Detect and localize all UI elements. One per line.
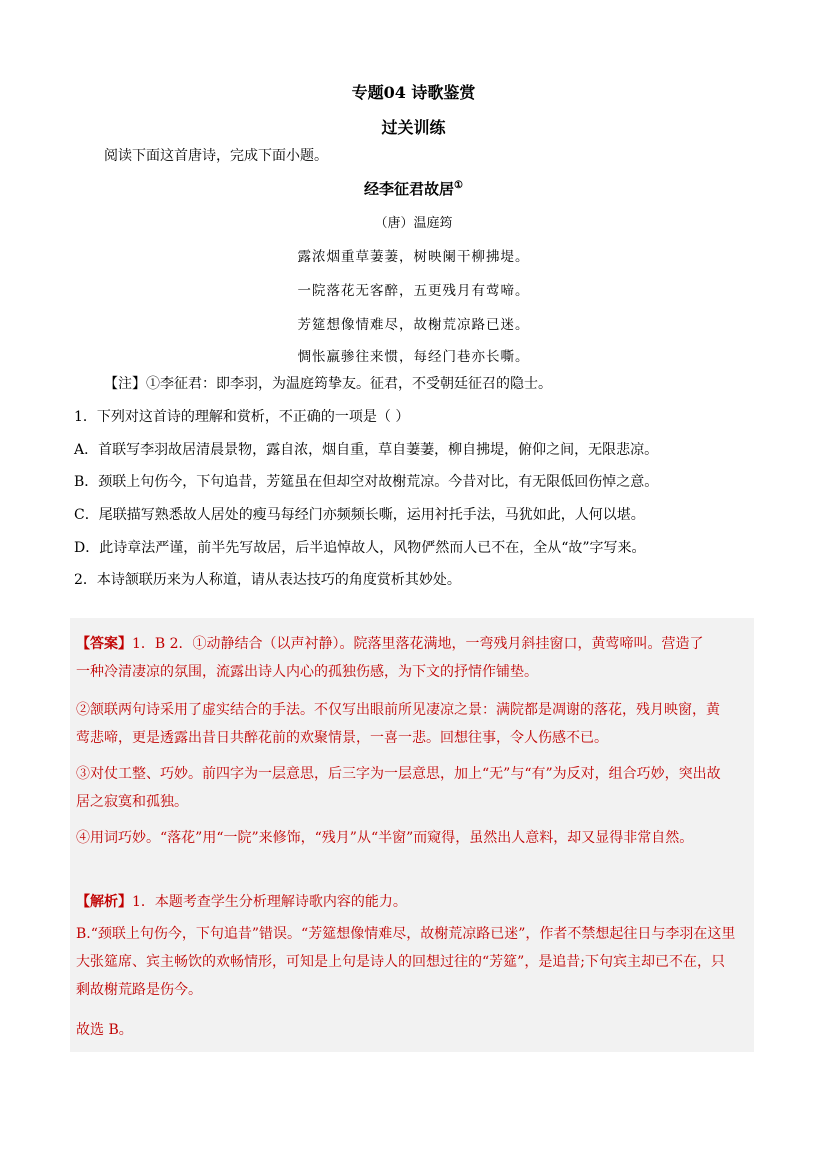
poem-title-text: 经李征君故居	[364, 180, 455, 198]
answer-line: ③对仗工整、巧妙。前四字为一层意思，后三字为一层意思，加上“无”与“有”为反对，组合巧妙，突出故	[76, 766, 721, 782]
answer-line	[76, 634, 704, 654]
answer-line: 一种冷清凄凉的氛围，流露出诗人内心的孤独伤感，为下文的抒情作铺垫。	[76, 664, 538, 680]
answer-line: 莺悲啼，更是透露出昔日共醉花前的欢聚情景，一喜一悲。回想往事，令人伤感不已。	[76, 730, 608, 746]
answer-text: 1．B 2．①动静结合（以声衬静）。院落里落花满地，一弯残月斜挂窗口，黄莺啼叫。营造了	[132, 636, 704, 652]
analysis-line: 剩故榭荒路是伤今。	[76, 982, 202, 998]
answer-tag: 【答案】	[76, 636, 132, 652]
analysis-tag: 【解析】	[76, 894, 132, 910]
poem-note-mark: ①	[454, 180, 463, 191]
option-d: D．此诗章法严谨，前半先写故居，后半追悼故人，风物俨然而人已不在，全从“故”字写来。	[74, 540, 646, 556]
analysis-line: B.“颈联上句伤今，下句追昔”错误。“芳筵想像情难尽，故榭荒凉路已迷”，作者不禁想起往日与李羽在这里	[76, 926, 736, 942]
poem-title	[0, 178, 827, 199]
analysis-line: 大张筵席、宾主畅饮的欢畅情形，可知是上句是诗人的回想过往的“芳筵”，是追昔;下句宾主却已不在，只	[76, 954, 726, 970]
analysis-line: 故选 B。	[76, 1022, 133, 1038]
poem-line: 芳筵想像情难尽，故榭荒凉路已迷。	[297, 317, 530, 333]
poem-annotation: 【注】①李征君：即李羽，为温庭筠挚友。征君，不受朝廷征召的隐士。	[104, 376, 552, 392]
poem-line: 一院落花无客醉，五更残月有莺啼。	[297, 283, 530, 299]
poem-line: 露浓烟重草萋萋，树映阑干柳拂堤。	[297, 249, 530, 265]
option-c: C．尾联描写熟悉故人居处的瘦马每经门亦频频长嘶，运用衬托手法，马犹如此，人何以堪。	[74, 507, 645, 523]
option-b: B．颈联上句伤今，下句追昔，芳筵虽在但却空对故榭荒凉。今昔对比，有无限低回伤悼之意。	[74, 474, 659, 490]
reading-instruction: 阅读下面这首唐诗，完成下面小题。	[104, 148, 328, 164]
answer-section	[70, 618, 754, 1052]
answer-line: ②颔联两句诗采用了虚实结合的手法。不仅写出眼前所见凄凉之景：满院都是凋谢的落花，残月映窗，黄	[76, 702, 720, 718]
analysis-text: 1．本题考查学生分析理解诗歌内容的能力。	[132, 894, 407, 910]
option-a: A．首联写李羽故居清晨景物，露自浓，烟自重，草自萋萋，柳自拂堤，俯仰之间，无限悲凉。	[74, 442, 659, 458]
question-1: 1．下列对这首诗的理解和赏析，不正确的一项是（ ）	[74, 409, 410, 425]
poem-line: 惆怅羸骖往来惯，每经门巷亦长嘶。	[297, 349, 530, 365]
page-title: 专题04 诗歌鉴赏	[351, 83, 476, 102]
question-2: 2．本诗颔联历来为人称道，请从表达技巧的角度赏析其妙处。	[74, 572, 461, 588]
analysis-line	[76, 892, 407, 912]
page-subtitle: 过关训练	[381, 118, 446, 137]
answer-line: ④用词巧妙。“落花”用“一院”来修饰，“残月”从“半窗”而窥得，虽然出人意料，却又显得非常自然。	[76, 830, 694, 846]
answer-line: 居之寂寞和孤独。	[76, 794, 188, 810]
poem-author: （唐）温庭筠	[374, 216, 453, 231]
